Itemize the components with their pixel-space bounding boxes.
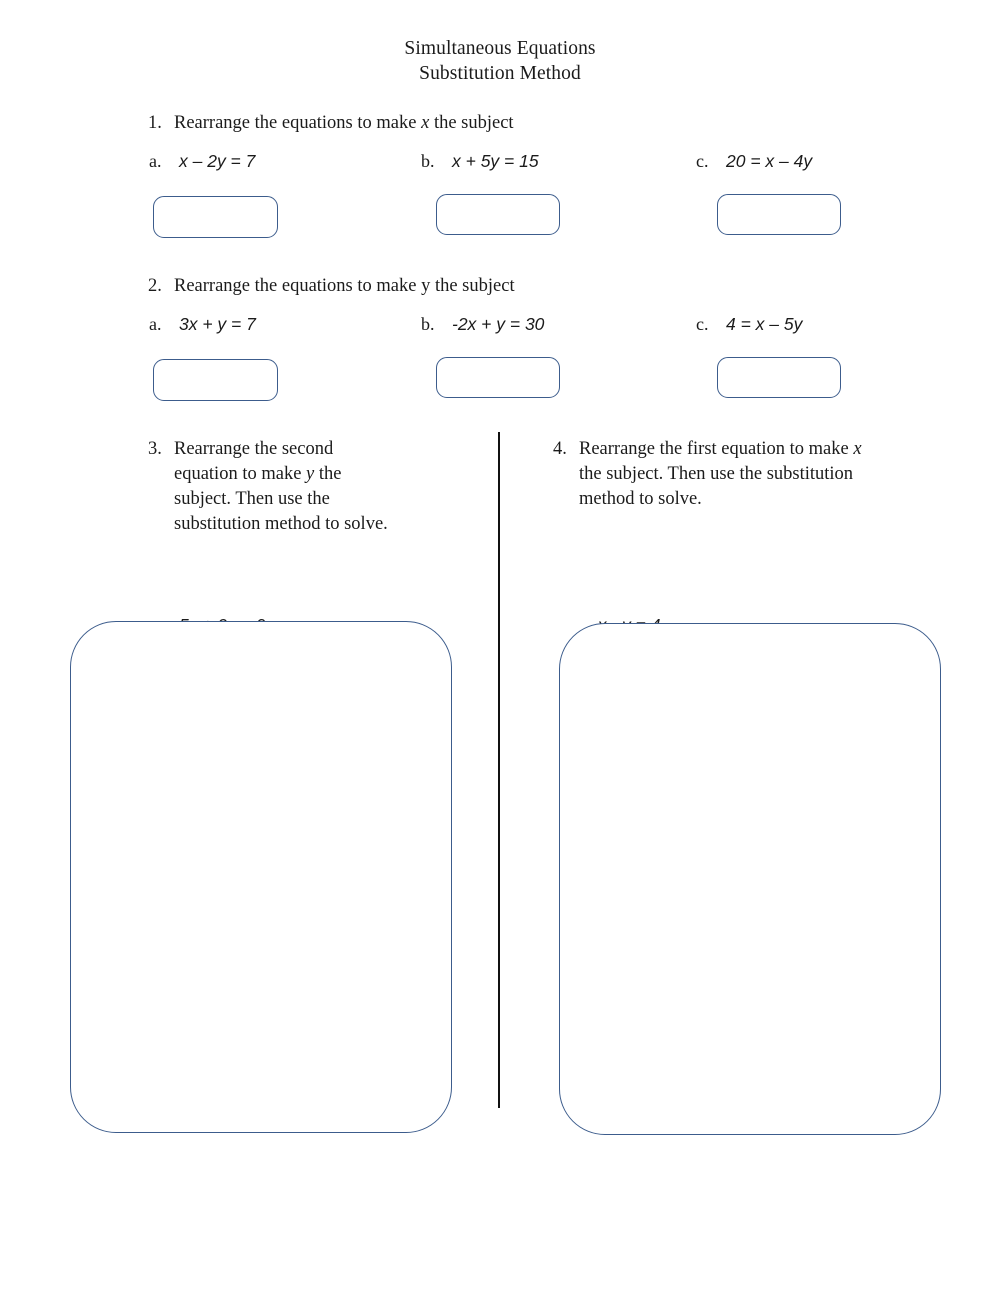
answer-box-1b[interactable] bbox=[436, 194, 560, 235]
page-title bbox=[0, 36, 1000, 86]
question-1b-equation: x + 5y = 15 bbox=[452, 151, 539, 171]
question-1a-equation: x – 2y = 7 bbox=[179, 151, 256, 171]
question-4-text bbox=[579, 437, 883, 512]
question-1a-label: a. bbox=[149, 151, 162, 171]
question-2b-label: b. bbox=[421, 314, 435, 334]
title-line-2: Substitution Method bbox=[419, 63, 581, 84]
question-1-prompt-variable: x bbox=[421, 113, 430, 133]
answer-box-2a[interactable] bbox=[153, 359, 278, 401]
question-1c-equation: 20 = x – 4y bbox=[726, 151, 813, 171]
question-3-text-part2: the subject. Then use the substitution method to solve. bbox=[174, 464, 388, 534]
question-1c-label: c. bbox=[696, 151, 709, 171]
question-3-prompt bbox=[148, 437, 398, 537]
question-2-prompt-before: Rearrange the equations to make y the subject bbox=[174, 276, 515, 296]
question-3-text-variable: y bbox=[306, 464, 315, 484]
answer-box-1a[interactable] bbox=[153, 196, 278, 238]
question-4-text-part1: Rearrange the first equation to make bbox=[579, 439, 854, 459]
column-divider bbox=[498, 432, 500, 1108]
answer-box-1c[interactable] bbox=[717, 194, 841, 235]
question-2a-equation: 3x + y = 7 bbox=[179, 314, 256, 334]
question-3-number: 3. bbox=[148, 439, 162, 459]
question-4-number: 4. bbox=[553, 439, 567, 459]
question-2-heading bbox=[148, 274, 515, 299]
question-1-number: 1. bbox=[148, 113, 162, 133]
question-2b-equation: -2x + y = 30 bbox=[452, 314, 545, 334]
question-2-prompt bbox=[174, 274, 515, 299]
question-2c-equation: 4 = x – 5y bbox=[726, 314, 803, 334]
question-1-prompt-after: the subject bbox=[429, 113, 514, 133]
question-4-text-variable: x bbox=[853, 439, 862, 459]
working-box-question-3[interactable] bbox=[70, 621, 452, 1133]
answer-box-2b[interactable] bbox=[436, 357, 560, 398]
title-line-1: Simultaneous Equations bbox=[404, 38, 596, 59]
question-4-text-part2: the subject. Then use the substitution method to solve. bbox=[579, 464, 854, 509]
question-3-text bbox=[174, 437, 398, 537]
question-2-number: 2. bbox=[148, 276, 162, 296]
question-1-heading bbox=[148, 111, 514, 136]
question-2a-label: a. bbox=[149, 314, 162, 334]
question-1-prompt-before: Rearrange the equations to make bbox=[174, 113, 422, 133]
question-1b-label: b. bbox=[421, 151, 435, 171]
answer-box-2c[interactable] bbox=[717, 357, 841, 398]
question-2c-label: c. bbox=[696, 314, 709, 334]
working-box-question-4[interactable] bbox=[559, 623, 941, 1135]
question-4-prompt bbox=[553, 437, 883, 512]
question-1-prompt bbox=[174, 111, 514, 136]
question-3-text-part1: Rearrange the second equation to make bbox=[174, 439, 334, 484]
